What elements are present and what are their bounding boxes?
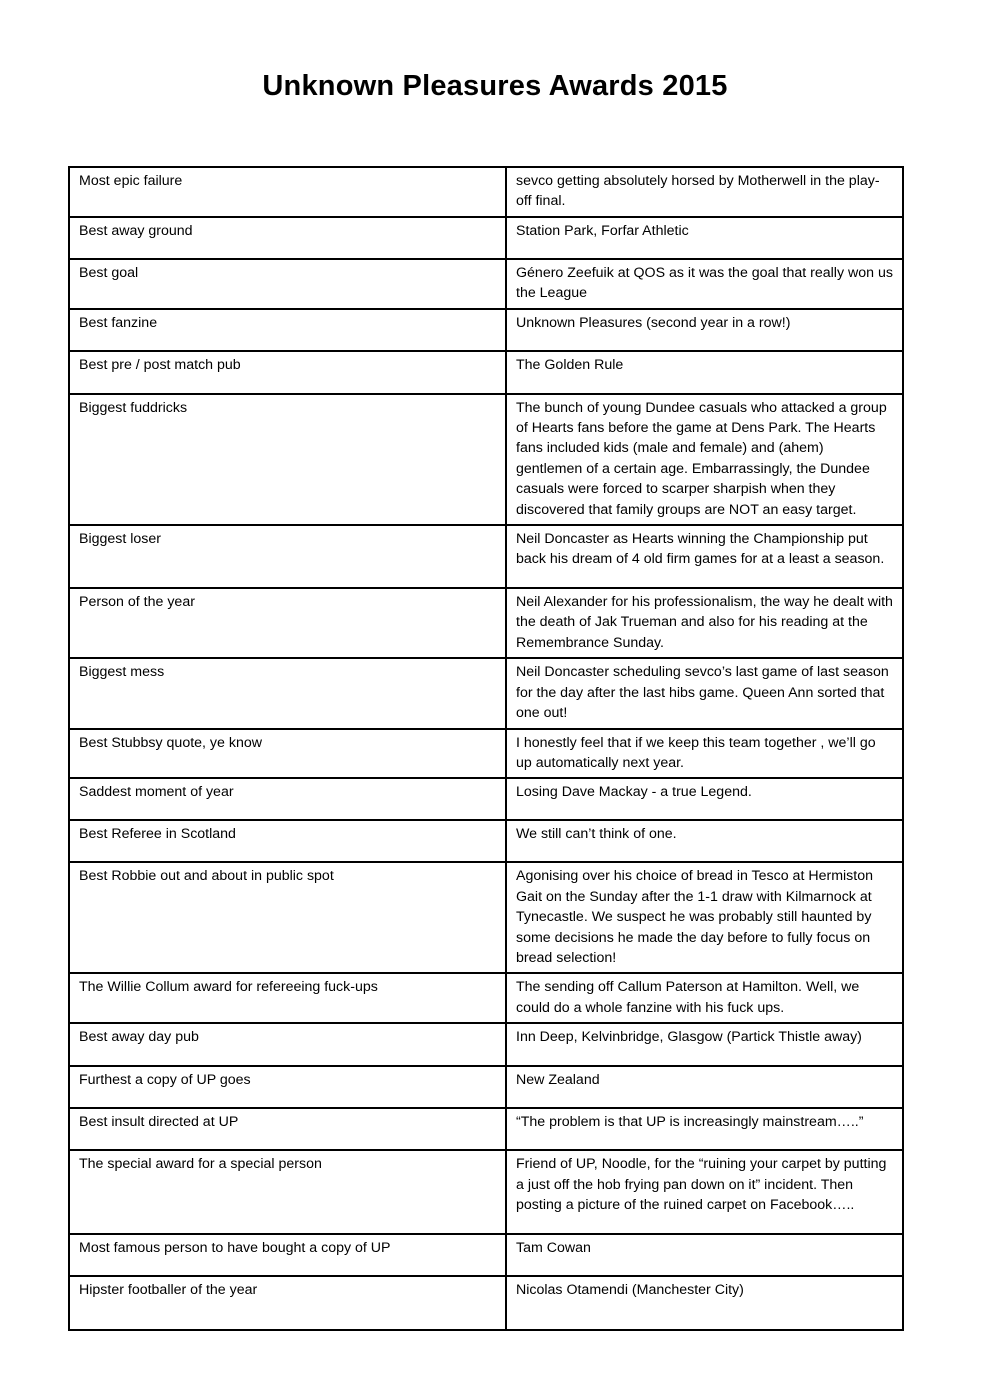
award-winner: Agonising over his choice of bread in Tesco at Hermiston Gait on the Sunday after the 1-1 draw with Kilmarnock at Tynecastle. We suspect he was probably still haunted by some decisions he made the day before to fully focus on bread selection!: [506, 862, 903, 973]
table-row: [69, 394, 903, 525]
table-row: [69, 259, 903, 309]
award-winner: Neil Doncaster as Hearts winning the Championship put back his dream of 4 old firm games for at a least a season.: [506, 525, 903, 588]
award-winner: sevco getting absolutely horsed by Motherwell in the play-off final.: [506, 167, 903, 217]
award-winner: Losing Dave Mackay - a true Legend.: [506, 778, 903, 820]
table-row: [69, 862, 903, 973]
award-winner: Inn Deep, Kelvinbridge, Glasgow (Partick Thistle away): [506, 1023, 903, 1066]
table-row: [69, 309, 903, 351]
table-row: [69, 1234, 903, 1276]
award-category: Most epic failure: [69, 167, 506, 217]
award-winner: Tam Cowan: [506, 1234, 903, 1276]
table-row: [69, 1023, 903, 1066]
table-row: [69, 778, 903, 820]
award-category: The Willie Collum award for refereeing fuck-ups: [69, 973, 506, 1023]
award-category: Best Stubbsy quote, ye know: [69, 729, 506, 779]
award-category: Best Robbie out and about in public spot: [69, 862, 506, 973]
award-winner: Neil Alexander for his professionalism, the way he dealt with the death of Jak Trueman and also for his reading at the Remembrance Sunday.: [506, 588, 903, 658]
award-winner: The Golden Rule: [506, 351, 903, 394]
award-category: Biggest fuddricks: [69, 394, 506, 525]
award-winner: Nicolas Otamendi (Manchester City): [506, 1276, 903, 1330]
award-category: Best pre / post match pub: [69, 351, 506, 394]
award-winner: New Zealand: [506, 1066, 903, 1108]
award-category: Best Referee in Scotland: [69, 820, 506, 862]
award-category: Best away day pub: [69, 1023, 506, 1066]
table-row: [69, 525, 903, 588]
awards-table: [68, 166, 904, 1331]
award-category: The special award for a special person: [69, 1150, 506, 1234]
award-category: Best fanzine: [69, 309, 506, 351]
award-winner: Station Park, Forfar Athletic: [506, 217, 903, 259]
award-winner: Unknown Pleasures (second year in a row!): [506, 309, 903, 351]
table-row: [69, 167, 903, 217]
table-row: [69, 351, 903, 394]
table-row: [69, 217, 903, 259]
award-category: Biggest mess: [69, 658, 506, 728]
award-category: Saddest moment of year: [69, 778, 506, 820]
award-category: Best away ground: [69, 217, 506, 259]
table-row: [69, 1276, 903, 1330]
award-category: Best insult directed at UP: [69, 1108, 506, 1150]
award-winner: Género Zeefuik at QOS as it was the goal that really won us the League: [506, 259, 903, 309]
table-row: [69, 729, 903, 779]
table-row: [69, 658, 903, 728]
page-title: Unknown Pleasures Awards 2015: [262, 70, 728, 102]
award-winner: The sending off Callum Paterson at Hamilton. Well, we could do a whole fanzine with his fuck ups.: [506, 973, 903, 1023]
award-winner: We still can’t think of one.: [506, 820, 903, 862]
award-winner: Friend of UP, Noodle, for the “ruining your carpet by putting a just off the hob frying pan down on it” incident. Then posting a picture of the ruined carpet on Facebook…..: [506, 1150, 903, 1234]
award-winner: “The problem is that UP is increasingly mainstream…..”: [506, 1108, 903, 1150]
table-row: [69, 1150, 903, 1234]
award-category: Furthest a copy of UP goes: [69, 1066, 506, 1108]
table-row: [69, 820, 903, 862]
table-row: [69, 973, 903, 1023]
award-category: Best goal: [69, 259, 506, 309]
table-row: [69, 588, 903, 658]
award-category: Biggest loser: [69, 525, 506, 588]
award-category: Hipster footballer of the year: [69, 1276, 506, 1330]
award-winner: The bunch of young Dundee casuals who attacked a group of Hearts fans before the game at Dens Park. The Hearts fans included kids (male and female) and (ahem) gentlemen of a certain age. Embarrassingly, the Dundee casuals were forced to scarper sharpish when they discovered that family groups are NOT an easy target.: [506, 394, 903, 525]
award-category: Person of the year: [69, 588, 506, 658]
table-row: [69, 1108, 903, 1150]
award-winner: I honestly feel that if we keep this team together , we’ll go up automatically next year.: [506, 729, 903, 779]
table-row: [69, 1066, 903, 1108]
award-category: Most famous person to have bought a copy of UP: [69, 1234, 506, 1276]
award-winner: Neil Doncaster scheduling sevco’s last game of last season for the day after the last hibs game. Queen Ann sorted that one out!: [506, 658, 903, 728]
